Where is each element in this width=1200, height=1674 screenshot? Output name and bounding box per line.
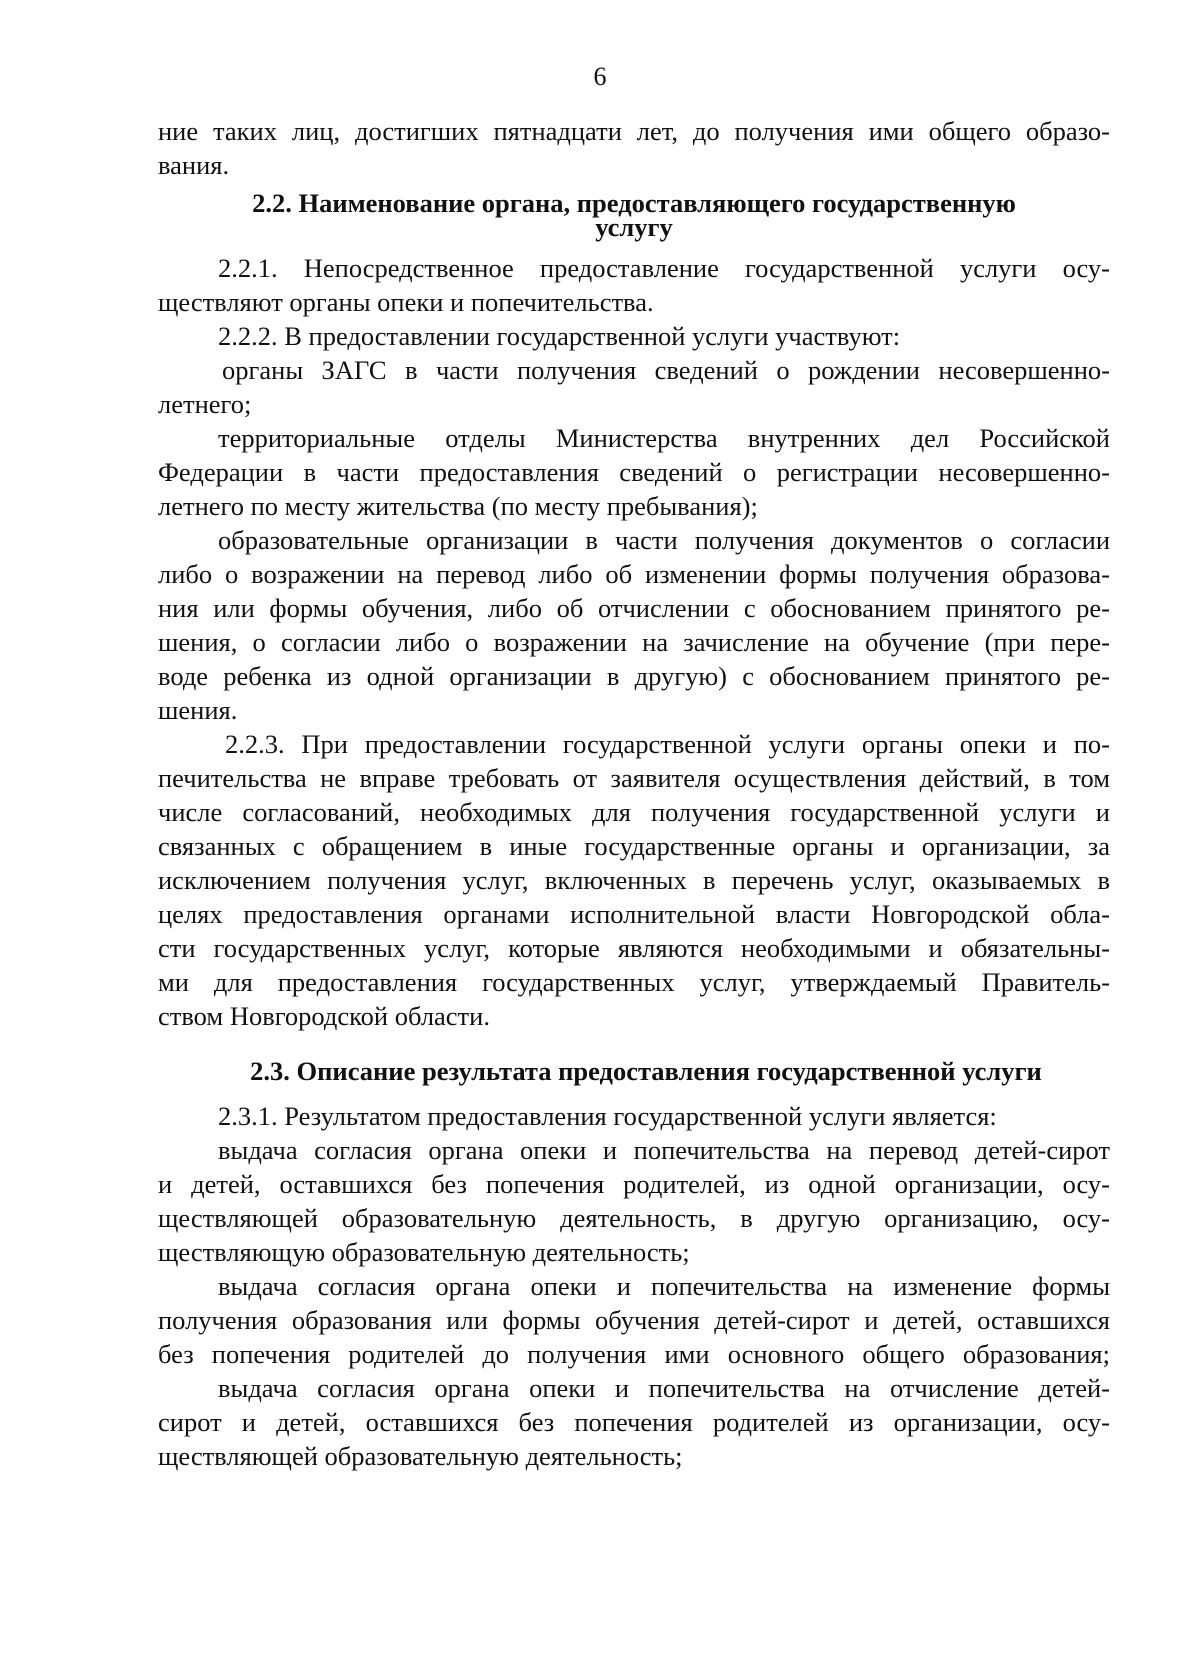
section-heading: 2.2. Наименование органа, предоставляющего государственную: [252, 188, 1016, 218]
text-line: либо о возражении на перевод либо об изменении формы получения образова-: [158, 559, 1110, 589]
text-line: ществляют органы опеки и попечительства.: [158, 287, 654, 317]
text-line: выдача согласия органа опеки и попечительства на отчисление детей-: [218, 1373, 1110, 1403]
text-line: ществляющую образовательную деятельность;: [158, 1237, 690, 1267]
text-line: получения образования или формы обучения детей-сирот и детей, оставшихся: [158, 1305, 1110, 1335]
text-line: ществляющей образовательную деятельность;: [158, 1441, 683, 1471]
text-line: ние таких лиц, достигших пятнадцати лет, до получения ими общего образо-: [158, 116, 1110, 146]
section-heading: 2.3. Описание результата предоставления государственной услуги: [250, 1056, 1042, 1086]
text-line: летнего по месту жительства (по месту пребывания);: [158, 491, 758, 521]
section-heading: услугу: [595, 212, 673, 242]
text-line: органы ЗАГС в части получения сведений о рождении несовершенно-: [222, 355, 1110, 385]
text-line: ми для предоставления государственных услуг, утверждаемый Правитель-: [158, 967, 1110, 997]
text-line: сти государственных услуг, которые являются необходимыми и обязательны-: [158, 933, 1110, 963]
text-line: исключением получения услуг, включенных в перечень услуг, оказываемых в: [158, 865, 1110, 895]
text-line: печительства не вправе требовать от заявителя осуществления действий, в том: [158, 763, 1110, 793]
text-line: шения.: [158, 695, 238, 725]
text-line: вания.: [158, 150, 230, 180]
text-line: выдача согласия органа опеки и попечительства на перевод детей-сирот: [218, 1135, 1110, 1165]
text-line: без попечения родителей до получения ими основного общего образования;: [158, 1339, 1110, 1369]
text-line: Федерации в части предоставления сведений о регистрации несовершенно-: [158, 457, 1110, 487]
text-line: ществляющей образовательную деятельность, в другую организацию, осу-: [158, 1203, 1110, 1233]
page-number: 6: [593, 62, 607, 91]
text-line: связанных с обращением в иные государственные органы и организации, за: [158, 831, 1110, 861]
text-line: 2.3.1. Результатом предоставления государственной услуги является:: [218, 1101, 997, 1131]
text-line: ния или формы обучения, либо об отчислении с обоснованием принятого ре-: [158, 593, 1110, 623]
text-line: территориальные отделы Министерства внутренних дел Российской: [218, 423, 1110, 453]
text-line: числе согласований, необходимых для получения государственной услуги и: [158, 797, 1110, 827]
text-line: и детей, оставшихся без попечения родителей, из одной организации, осу-: [158, 1169, 1110, 1199]
text-line: 2.2.3. При предоставлении государственной услуги органы опеки и по-: [225, 729, 1110, 759]
text-line: 2.2.2. В предоставлении государственной услуги участвуют:: [218, 321, 901, 351]
text-line: ством Новгородской области.: [158, 1001, 490, 1031]
text-line: воде ребенка из одной организации в другую) с обоснованием принятого ре-: [158, 661, 1110, 691]
text-line: целях предоставления органами исполнительной власти Новгородской обла-: [158, 899, 1110, 929]
text-line: шения, о согласии либо о возражении на зачисление на обучение (при пере-: [158, 627, 1110, 657]
text-line: летнего;: [158, 389, 252, 419]
text-line: выдача согласия органа опеки и попечительства на изменение формы: [218, 1271, 1110, 1301]
text-line: 2.2.1. Непосредственное предоставление государственной услуги осу-: [218, 253, 1110, 283]
text-line: сирот и детей, оставшихся без попечения родителей из организации, осу-: [158, 1407, 1110, 1437]
text-line: образовательные организации в части получения документов о согласии: [218, 525, 1110, 555]
